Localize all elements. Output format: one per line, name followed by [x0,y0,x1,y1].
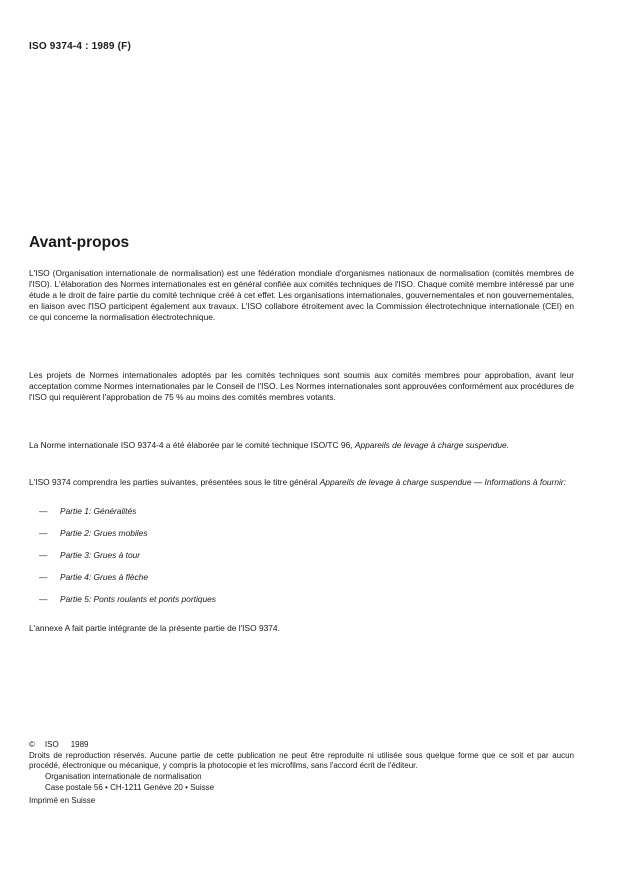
part-label: Partie 3: Grues à tour [60,550,141,560]
part-label: Partie 1: Généralités [60,506,137,516]
list-item [29,566,429,588]
copyright-year: 1989 [70,740,89,749]
copyright-symbol: © [29,740,35,749]
part-label: Partie 2: Grues mobiles [60,528,148,538]
part-label: Partie 5: Ponts roulants et ponts portiques [60,594,216,604]
section-title: Avant-propos [29,234,130,251]
part-label: Partie 4: Grues à flèche [60,572,148,582]
list-item [29,544,429,566]
paragraph-approval-process: Les projets de Normes internationales adoptés par les comités techniques sont soumis aux comités membres pour approbation, avant leur acceptation comme Normes internationales par le Conseil de l'ISO. Les Normes internationales sont approuvées conformément aux procédures de l'ISO qui requièrent l'approbation de 75 % au moins des comités membres votants. [29,370,574,402]
list-dash: — [39,594,48,604]
printed-in: Imprimé en Suisse [29,795,96,805]
copyright-rights: Droits de reproduction réservés. Aucune partie de cette publication ne peut être reproduite ni utilisée sous quelque forme que ce soit et par aucun procédé, électronique ou mécanique, y compris la photocopie et les microfilms, sans l'accord écrit de l'éditeur. [29,750,574,771]
list-dash: — [39,506,48,516]
parts-list [29,500,429,610]
paragraph-technical-committee-text: La Norme internationale ISO 9374-4 a été élaborée par le comité technique ISO/TC 96, [29,440,353,450]
list-dash: — [39,550,48,560]
list-item [29,588,429,610]
copyright-owner: ISO [44,740,59,749]
paragraph-technical-committee [29,440,574,451]
copyright-line [29,740,574,751]
list-item [29,500,429,522]
publisher-name: Organisation internationale de normalisation [45,772,202,782]
list-item [29,522,429,544]
paragraph-parts-intro-text: L'ISO 9374 comprendra les parties suivantes, présentées sous le titre général [29,477,318,487]
paragraph-parts-intro [29,477,574,488]
paragraph-iso-description: L'ISO (Organisation internationale de normalisation) est une fédération mondiale d'organismes nationaux de normalisation (comités membres de l'ISO). L'élaboration des Normes internationales est en général confiée aux comités techniques de l'ISO. Chaque comité membre intéressé par une étude a le droit de faire partie du comité technique créé à cet effet. Les organisations internationales, gouvernementales et non gouvernementales, en liaison avec l'ISO participent également aux travaux. L'ISO collabore étroitement avec la Commission électrotechnique internationale (CEI) en ce qui concerne la normalisation électrotechnique. [29,268,574,322]
publisher-address: Case postale 56 • CH-1211 Genève 20 • Suisse [45,782,215,792]
copyright-block [29,740,574,806]
document-reference: ISO 9374-4 : 1989 (F) [29,41,132,52]
paragraph-annex-note: L'annexe A fait partie intégrante de la présente partie de l'ISO 9374. [29,623,280,633]
paragraph-technical-committee-italic: Appareils de levage à charge suspendue. [354,440,510,450]
list-dash: — [39,572,48,582]
list-dash: — [39,528,48,538]
paragraph-parts-intro-italic: Appareils de levage à charge suspendue — Informations à fournir: [319,477,566,487]
